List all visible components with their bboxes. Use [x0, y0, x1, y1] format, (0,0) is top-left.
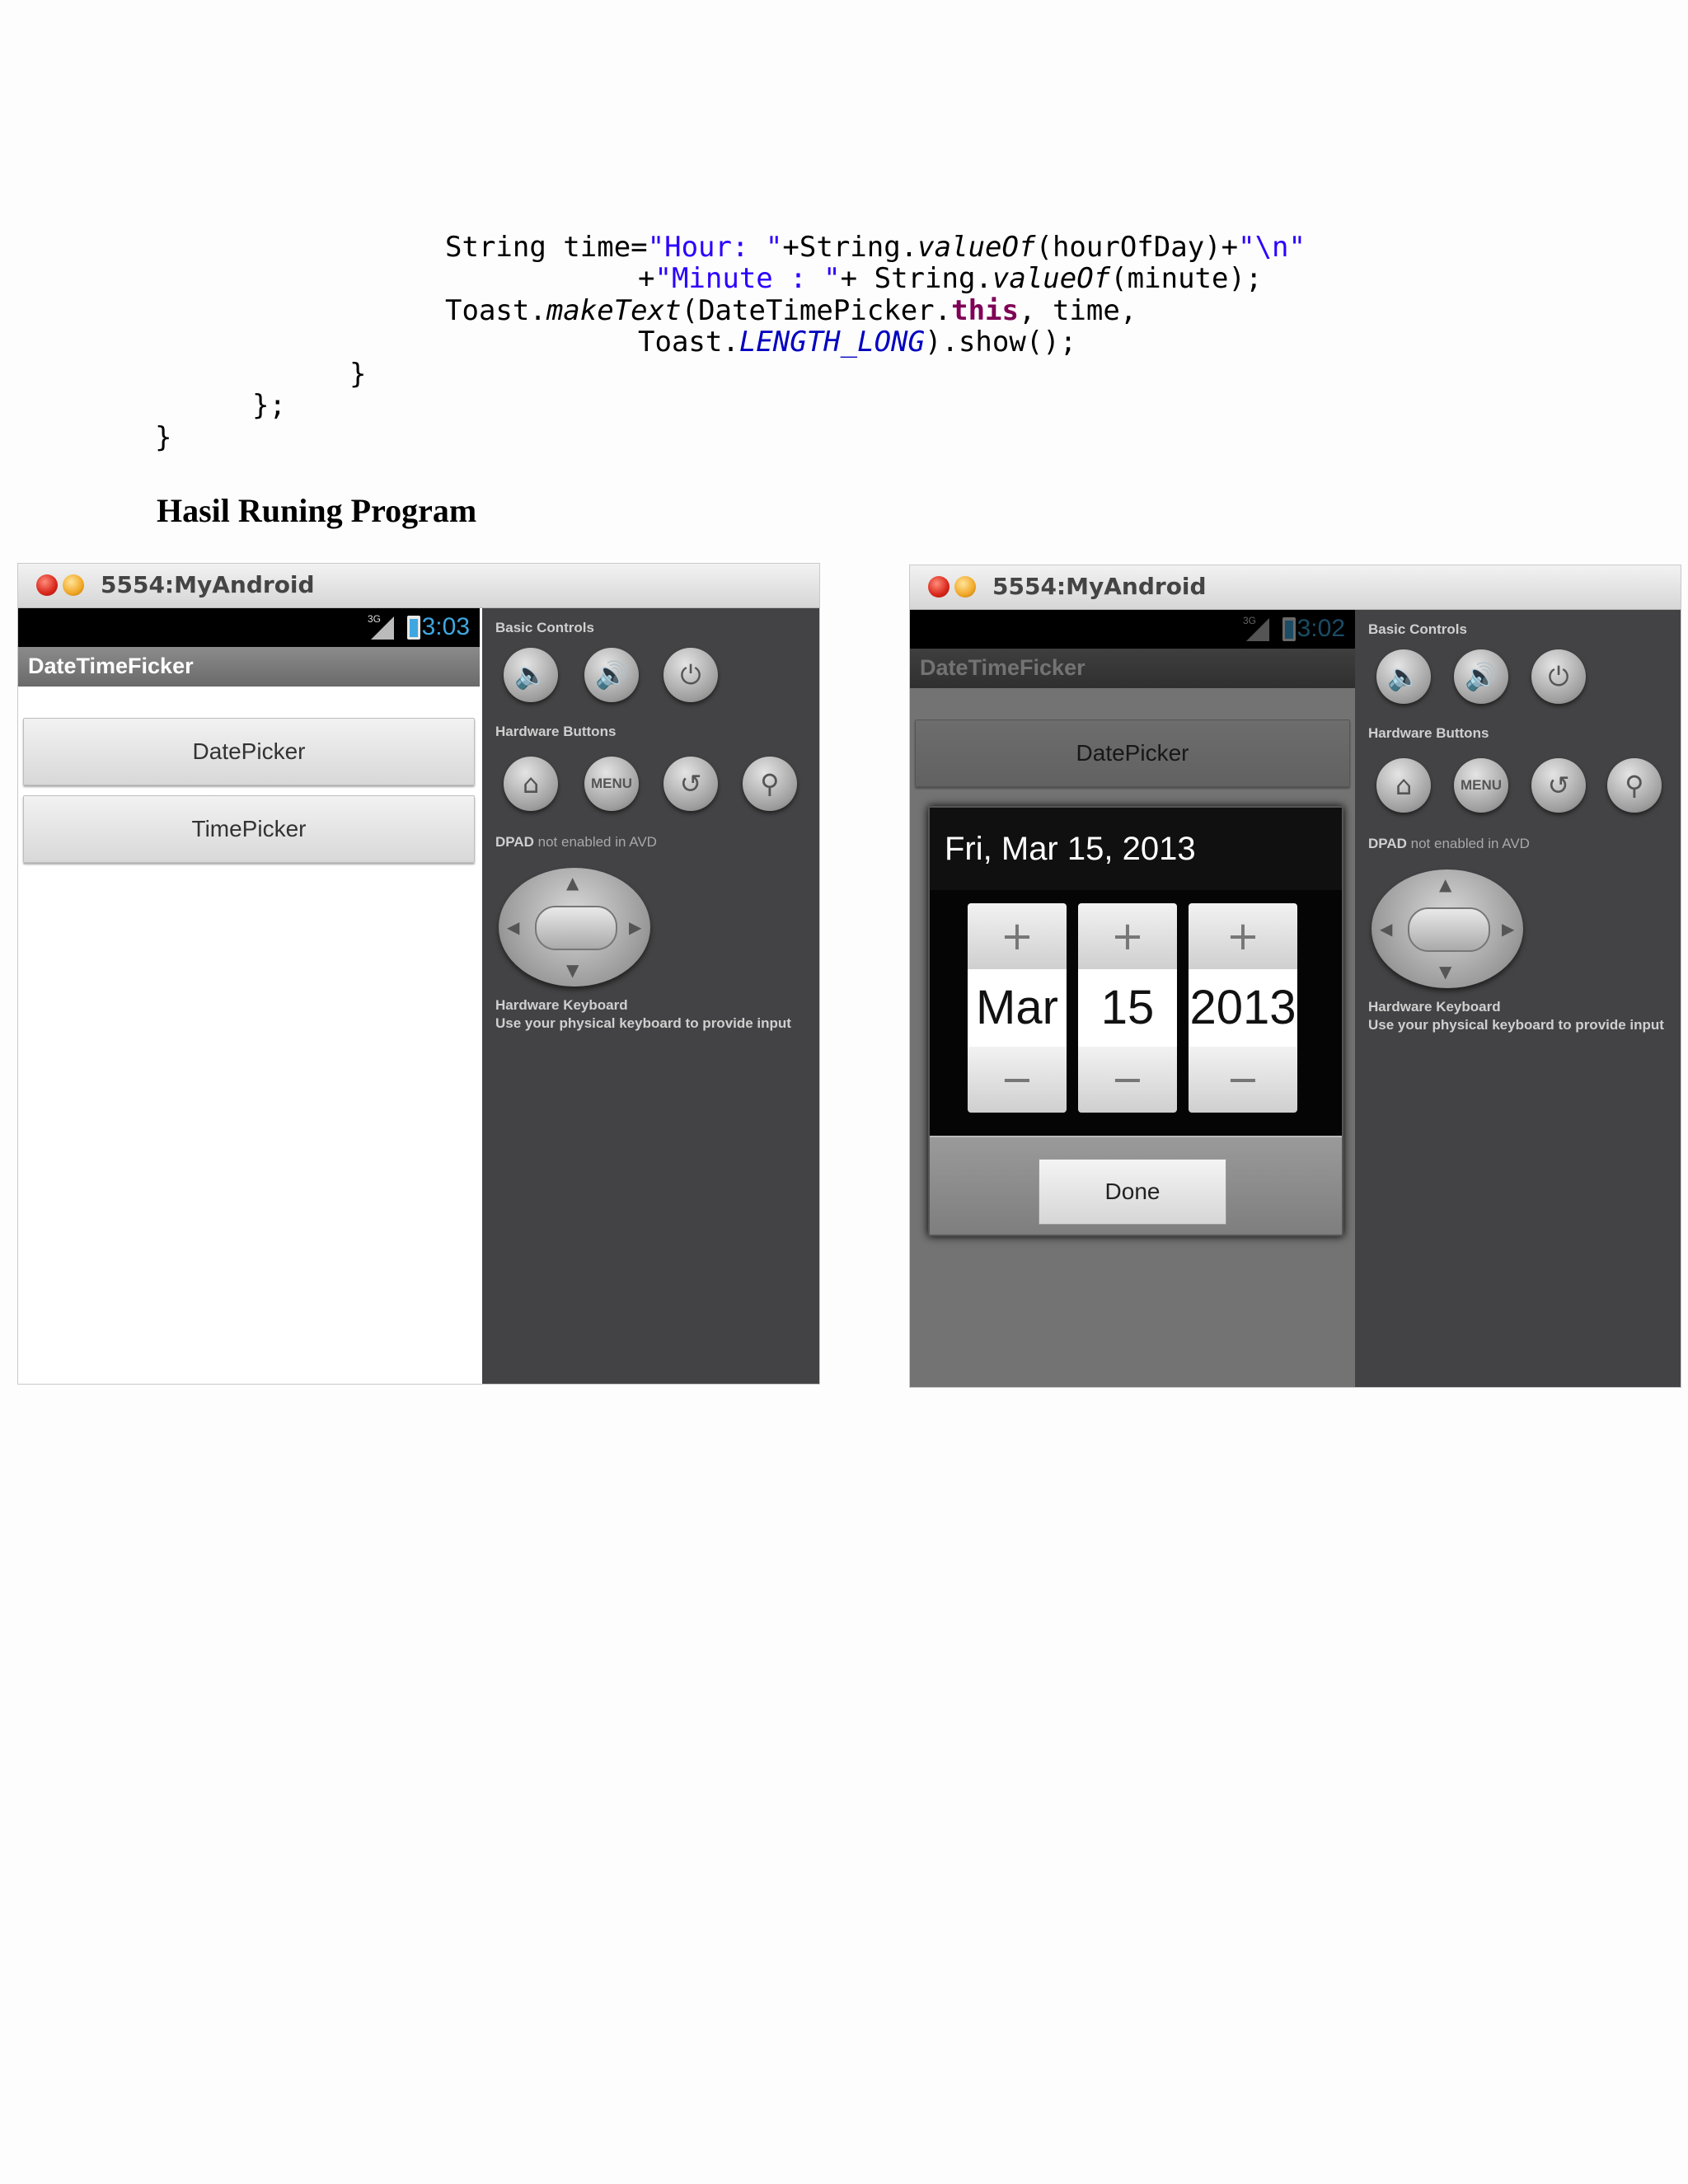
year-value[interactable]: 2013 [1189, 969, 1297, 1047]
window-title: 5554:MyAndroid [101, 571, 315, 598]
dpad-label: DPAD [495, 834, 534, 850]
phone-screen [910, 610, 1355, 1387]
volume-up-icon: 🔊 [595, 659, 628, 691]
minus-icon: − [1000, 1057, 1034, 1103]
close-window-button[interactable] [928, 576, 950, 598]
home-button[interactable] [504, 757, 558, 811]
code-line-5: } [349, 358, 367, 391]
day-decrement-button[interactable] [1078, 1047, 1177, 1113]
code-string: "\n" [1238, 231, 1306, 264]
minimize-window-button[interactable] [63, 574, 84, 596]
code-token: , time, [1019, 294, 1137, 327]
hardware-buttons-label: Hardware Buttons [495, 724, 617, 739]
phone-screen [18, 608, 480, 1384]
basic-controls-label: Basic Controls [495, 620, 594, 635]
dpad-note: not enabled in AVD [1406, 836, 1530, 851]
home-icon: ⌂ [1395, 770, 1413, 801]
power-icon: ⏻ [680, 659, 701, 691]
code-line-2 [638, 262, 1262, 295]
search-icon: ⚲ [1625, 770, 1644, 801]
code-token: ).show(); [925, 326, 1077, 359]
dpad-center-button[interactable] [1408, 907, 1490, 952]
code-keyword: this [951, 294, 1019, 327]
day-spinner [1078, 903, 1177, 1113]
code-line-6: }; [252, 389, 286, 422]
dpad-right-icon[interactable]: ▶ [1502, 919, 1515, 939]
hardware-keyboard-desc: Use your physical keyboard to provide input [1368, 1017, 1664, 1033]
dpad-status-label [1368, 836, 1530, 852]
year-decrement-button[interactable] [1189, 1047, 1297, 1113]
volume-down-icon: 🔈 [1387, 661, 1420, 692]
power-icon: ⏻ [1548, 661, 1569, 692]
code-line-3 [445, 294, 1137, 327]
datepicker-dialog [928, 806, 1343, 1236]
day-value[interactable]: 15 [1078, 969, 1177, 1047]
dpad-right-icon[interactable]: ▶ [629, 917, 642, 937]
plus-icon: + [1110, 913, 1145, 959]
menu-button[interactable]: MENU [1454, 758, 1508, 813]
code-token: (hourOfDay)+ [1035, 231, 1239, 264]
hardware-keyboard-desc: Use your physical keyboard to provide input [495, 1015, 791, 1031]
back-icon: ↺ [1547, 770, 1570, 801]
dpad-status-label [495, 834, 657, 851]
app-title: DateTimeFicker [28, 654, 194, 678]
status-clock: 3:03 [421, 613, 470, 640]
status-bar [18, 608, 480, 647]
code-method: valueOf [917, 231, 1036, 264]
code-token: +String. [782, 231, 918, 264]
minimize-window-button[interactable] [954, 576, 976, 598]
volume-up-icon: 🔊 [1465, 661, 1498, 692]
app-content [18, 687, 480, 1384]
code-method: valueOf [992, 262, 1111, 295]
code-token: String time= [445, 231, 648, 264]
date-spinners [930, 890, 1342, 1136]
emulator-window-right [909, 565, 1681, 1388]
code-token: Toast. [445, 294, 546, 327]
timepicker-button[interactable]: TimePicker [23, 795, 475, 863]
month-decrement-button[interactable] [968, 1047, 1067, 1113]
month-increment-button[interactable] [968, 903, 1067, 969]
dpad-left-icon[interactable]: ◀ [1380, 919, 1393, 939]
search-icon: ⚲ [760, 768, 780, 799]
basic-controls-label: Basic Controls [1368, 621, 1467, 637]
year-spinner [1189, 903, 1297, 1113]
search-button[interactable] [743, 757, 797, 811]
code-line-1 [445, 231, 1306, 264]
hardware-keyboard-label: Hardware Keyboard [1368, 999, 1501, 1015]
power-button[interactable] [663, 648, 718, 702]
dpad-label: DPAD [1368, 836, 1407, 851]
code-token: + String. [840, 262, 992, 295]
action-bar [18, 647, 480, 687]
code-string: "Minute : " [654, 262, 841, 295]
dialog-header [930, 808, 1342, 891]
code-string: "Hour: " [647, 231, 783, 264]
month-spinner [968, 903, 1067, 1113]
close-window-button[interactable] [36, 574, 58, 596]
dialog-title: Fri, Mar 15, 2013 [945, 831, 1196, 867]
emulator-controls-panel [1355, 610, 1681, 1387]
volume-up-button[interactable] [584, 648, 639, 702]
volume-up-button[interactable] [1454, 649, 1508, 704]
search-button[interactable] [1607, 758, 1662, 813]
dpad-up-icon[interactable]: ▲ [1439, 874, 1452, 894]
code-method: makeText [546, 294, 682, 327]
dpad-control[interactable] [1372, 869, 1523, 988]
month-value[interactable]: Mar [968, 969, 1067, 1047]
hardware-buttons-label: Hardware Buttons [1368, 725, 1489, 741]
code-listing [0, 0, 1688, 462]
code-token: + [638, 262, 655, 295]
code-token: (DateTimePicker. [681, 294, 952, 327]
emulator-window-left [17, 563, 820, 1385]
volume-down-icon: 🔈 [514, 659, 547, 691]
window-title: 5554:MyAndroid [992, 573, 1207, 600]
day-increment-button[interactable] [1078, 903, 1177, 969]
power-button[interactable] [1531, 649, 1586, 704]
dpad-center-button[interactable] [535, 906, 617, 950]
section-heading: Hasil Runing Program [157, 492, 477, 529]
year-increment-button[interactable] [1189, 903, 1297, 969]
volume-down-button[interactable] [1376, 649, 1431, 704]
menu-button[interactable]: MENU [584, 757, 639, 811]
minus-icon: − [1226, 1057, 1260, 1103]
home-button[interactable] [1376, 758, 1431, 813]
dialog-footer [930, 1136, 1342, 1235]
code-constant: LENGTH_LONG [738, 326, 925, 359]
home-icon: ⌂ [522, 768, 540, 799]
back-button[interactable] [1531, 758, 1586, 813]
dpad-down-icon[interactable]: ▼ [1439, 962, 1452, 982]
battery-icon [407, 616, 420, 640]
plus-icon: + [1000, 913, 1034, 959]
plus-icon: + [1226, 913, 1260, 959]
hardware-keyboard-label: Hardware Keyboard [495, 997, 628, 1013]
network-type: 3G [367, 613, 381, 625]
window-titlebar [910, 565, 1681, 610]
signal-icon [371, 616, 394, 640]
back-button[interactable] [663, 757, 718, 811]
window-titlebar [18, 564, 819, 608]
dpad-left-icon[interactable]: ◀ [507, 917, 520, 937]
dpad-up-icon[interactable]: ▲ [566, 873, 579, 893]
minus-icon: − [1110, 1057, 1145, 1103]
code-line-7: } [155, 421, 172, 454]
dpad-down-icon[interactable]: ▼ [566, 960, 579, 980]
code-line-4 [638, 326, 1076, 359]
back-icon: ↺ [679, 768, 702, 799]
dpad-note: not enabled in AVD [533, 834, 657, 850]
done-button[interactable]: Done [1039, 1159, 1226, 1225]
code-token: (minute); [1110, 262, 1263, 295]
dpad-control[interactable] [499, 868, 650, 987]
volume-down-button[interactable] [504, 648, 558, 702]
code-token: Toast. [638, 326, 739, 359]
datepicker-button[interactable]: DatePicker [23, 718, 475, 785]
emulator-controls-panel [482, 608, 819, 1384]
